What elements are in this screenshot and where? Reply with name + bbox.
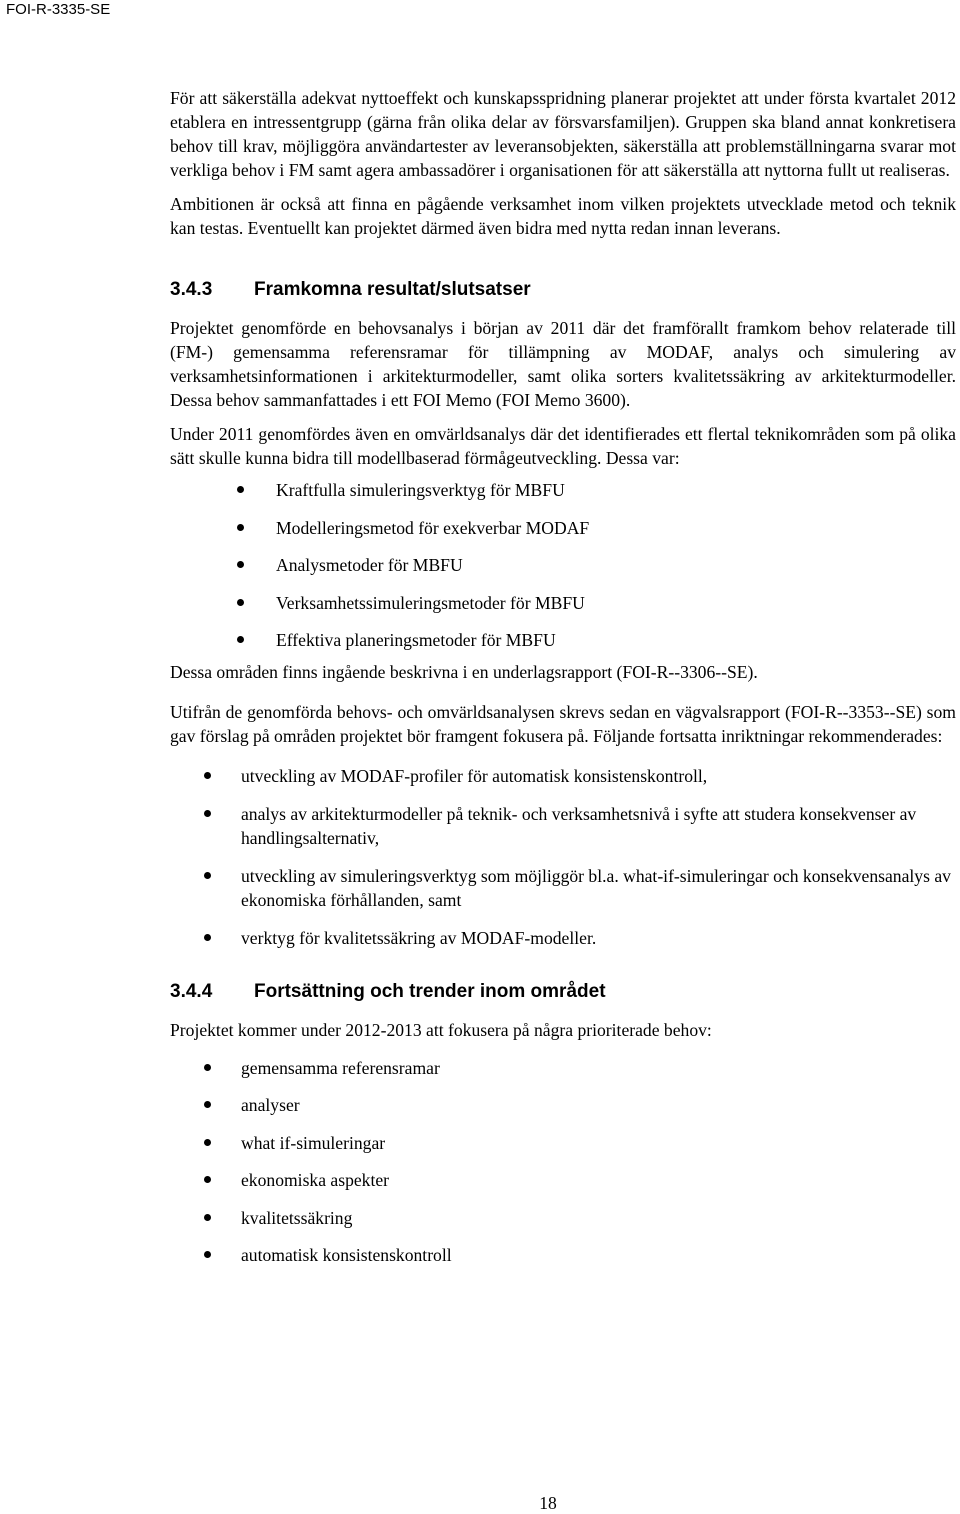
bullet-icon xyxy=(237,561,244,568)
document-id-header: FOI-R-3335-SE xyxy=(6,1,111,18)
list-item: Verksamhetssimuleringsmetoder för MBFU xyxy=(232,591,956,629)
section-heading-continuation xyxy=(170,980,956,1004)
list-item: analys av arkitekturmodeller på teknik- och verksamhetsnivå i syfte att studera konsekvenser av handlingsalternativ, xyxy=(170,802,956,850)
recommendations-list xyxy=(170,764,956,950)
bullet-icon xyxy=(204,1139,211,1146)
paragraph-stakeholder-group: För att säkerställa adekvat nyttoeffekt och kunskapsspridning planerar projektet att under första kvartalet 2012 etablera en intressentgrupp (gärna från olika delar av försvarsfamiljen). Gruppen ska bland annat konkretisera behov till krav, möjliggöra användartester av leveransobjekten, säkerställa att problemställningarna svarar mot verkliga behov i FM samt agera ambassadörer i organisationen för att säkerställa att nyttorna fullt ut realiseras. xyxy=(170,88,956,180)
technology-areas-list xyxy=(232,478,956,666)
bullet-icon xyxy=(237,486,244,493)
paragraph-environment-analysis: Under 2011 genomfördes även en omvärldsanalys där det identifierades ett flertal teknikområden som på olika sätt skulle kunna bidra till modellbaserad förmågeutveckling. Dessa var: xyxy=(170,424,956,468)
paragraph-ambition: Ambitionen är också att finna en pågående verksamhet inom vilken projektets utvecklade metod och teknik kan testas. Eventuellt kan projektet därmed även bidra med nytta redan innan leverans. xyxy=(170,194,956,238)
page-content xyxy=(170,86,956,1281)
list-item: automatisk konsistenskontroll xyxy=(170,1243,956,1267)
bullet-icon xyxy=(204,1064,211,1071)
priorities-list xyxy=(170,1056,956,1268)
list-item: gemensamma referensramar xyxy=(170,1056,956,1080)
list-item: ekonomiska aspekter xyxy=(170,1168,956,1192)
bullet-icon xyxy=(204,872,211,879)
paragraph-areas-described: Dessa områden finns ingående beskrivna i en underlagsrapport (FOI-R--3306--SE). xyxy=(170,661,758,682)
bullet-icon xyxy=(204,1214,211,1221)
bullet-icon xyxy=(204,810,211,817)
list-item: kvalitetssäkring xyxy=(170,1206,956,1230)
list-item: verktyg för kvalitetssäkring av MODAF-modeller. xyxy=(170,926,956,950)
section-title: Framkomna resultat/slutsatser xyxy=(254,279,531,300)
paragraph-path-report: Utifrån de genomförda behovs- och omvärldsanalysen skrevs sedan en vägvalsrapport (FOI-R--3353--SE) som gav förslag på områden projektet bör framgent fokusera på. Följande fortsatta inriktningar rekommenderades: xyxy=(170,701,956,746)
list-item: Modelleringsmetod för exekverbar MODAF xyxy=(232,516,956,554)
section-number: 3.4.3 xyxy=(170,279,213,300)
bullet-icon xyxy=(204,1176,211,1183)
list-item: what if-simuleringar xyxy=(170,1131,956,1155)
list-item: utveckling av MODAF-profiler för automatisk konsistenskontroll, xyxy=(170,764,956,788)
bullet-icon xyxy=(204,772,211,779)
bullet-icon xyxy=(204,1101,211,1108)
section-number: 3.4.4 xyxy=(170,980,213,1002)
list-item: utveckling av simuleringsverktyg som möjliggör bl.a. what-if-simuleringar och konsekvensanalys av ekonomiska förhållanden, samt xyxy=(170,864,956,912)
bullet-icon xyxy=(237,524,244,531)
bullet-icon xyxy=(237,636,244,643)
section-title: Fortsättning och trender inom området xyxy=(254,980,606,1002)
bullet-icon xyxy=(204,934,211,941)
paragraph-priorities: Projektet kommer under 2012-2013 att fokusera på några prioriterade behov: xyxy=(170,1019,712,1040)
list-item: Kraftfulla simuleringsverktyg för MBFU xyxy=(232,478,956,516)
list-item: Analysmetoder för MBFU xyxy=(232,553,956,591)
list-item: Effektiva planeringsmetoder för MBFU xyxy=(232,628,956,666)
bullet-icon xyxy=(237,599,244,606)
bullet-icon xyxy=(204,1251,211,1258)
page-number: 18 xyxy=(539,1493,557,1513)
list-item: analyser xyxy=(170,1093,956,1117)
section-heading-results xyxy=(170,278,956,302)
paragraph-needs-analysis: Projektet genomförde en behovsanalys i början av 2011 där det framförallt framkom behov relaterade till (FM-) gemensamma referensramar för tillämpning av MODAF, analys och simulering av verksamhetsinformationen i arkitekturmodeller, samt olika sorters kvalitetssäkring av arkitekturmodeller. Dessa behov sammanfattades i ett FOI Memo (FOI Memo 3600). xyxy=(170,318,956,410)
